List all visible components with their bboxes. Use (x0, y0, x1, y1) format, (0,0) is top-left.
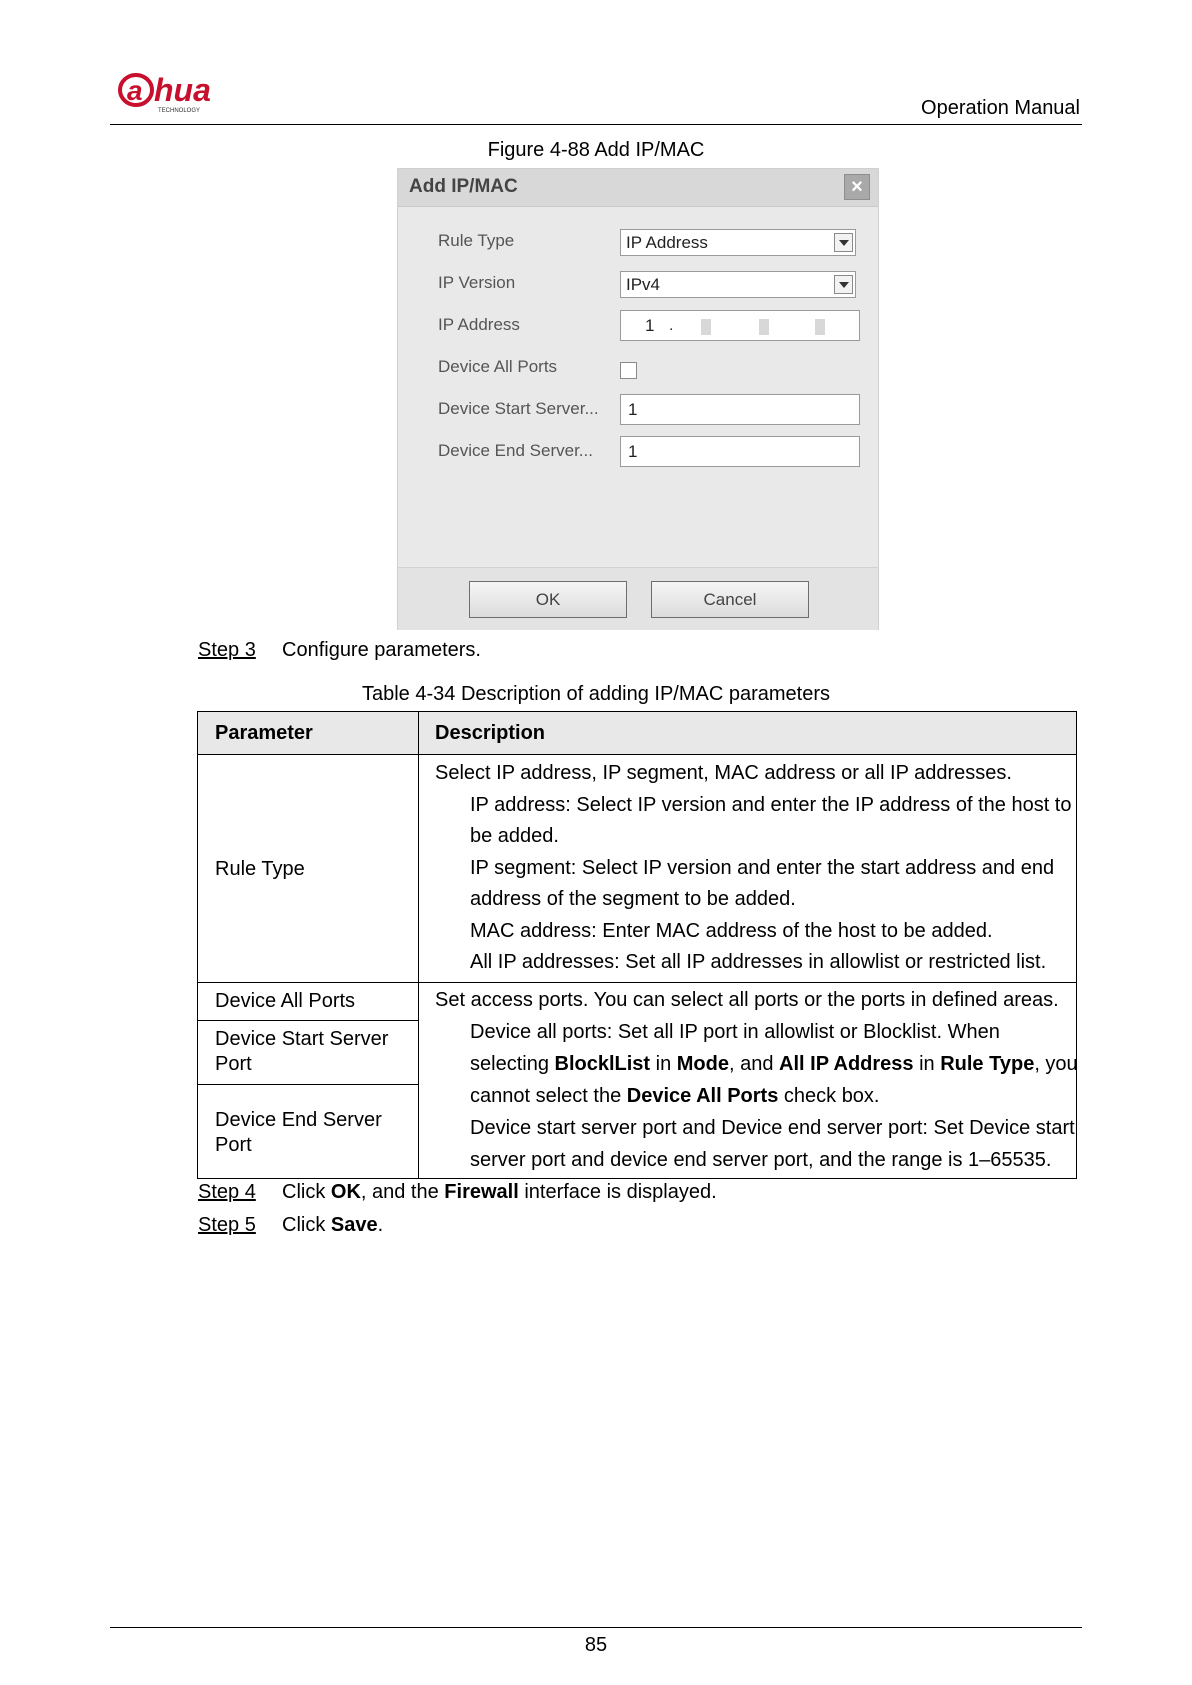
ports-desc-line: Device start server port and Device end server port: Set Device start (470, 1117, 1075, 1139)
step-4-text (282, 1181, 717, 1204)
ports-desc-line: server port and device end server port, and the range is 1–65535. (470, 1149, 1052, 1171)
step-3-text: Configure parameters. (282, 639, 481, 661)
ports-text: in (913, 1053, 941, 1075)
header-divider (110, 124, 1082, 125)
ports-bold: Rule Type (940, 1053, 1035, 1075)
ports-bold: Device All Ports (626, 1085, 779, 1107)
rule-type-label: Rule Type (438, 231, 515, 250)
ports-text: , and (728, 1053, 780, 1075)
ip-first-octet: 1 (645, 316, 655, 335)
param-device-start-port-line2: Port (215, 1053, 252, 1075)
brand-logo (118, 70, 258, 120)
header-parameter: Parameter (215, 722, 313, 744)
start-port-input[interactable] (620, 394, 860, 425)
dialog-title-bar (398, 169, 878, 207)
ip-separator: . (669, 317, 674, 334)
ip-version-select[interactable] (620, 271, 856, 298)
step-4-part: Click (282, 1181, 331, 1203)
ip-version-label: IP Version (438, 273, 516, 292)
table-header-row (198, 712, 1076, 755)
rule-type-desc-line: All IP addresses: Set all IP addresses in allowlist or restricted list. (470, 951, 1047, 973)
svg-text:hua: hua (154, 72, 211, 108)
all-ports-checkbox[interactable] (620, 362, 637, 379)
svg-text:TECHNOLOGY: TECHNOLOGY (158, 108, 201, 114)
column-divider (418, 712, 419, 1178)
header-description: Description (435, 722, 546, 744)
rule-type-desc-line: IP address: Select IP version and enter the IP address of the host to (470, 794, 1072, 816)
rule-type-select[interactable] (620, 229, 856, 256)
step-4-part: interface is displayed. (518, 1181, 717, 1203)
rule-type-value: IP Address (626, 233, 708, 252)
svg-text:a: a (127, 75, 143, 106)
chevron-down-icon[interactable] (834, 275, 853, 294)
start-port-value: 1 (628, 400, 638, 419)
step-4-number: Step 4 (198, 1181, 256, 1203)
brand-logo-mark (118, 70, 258, 120)
param-device-start-port-line1: Device Start Server (215, 1028, 389, 1050)
footer-divider (110, 1627, 1082, 1628)
param-rule-type: Rule Type (215, 858, 305, 880)
step-5-part: Click (282, 1214, 331, 1236)
rule-type-desc-line: address of the segment to be added. (470, 888, 796, 910)
row-divider (198, 982, 1076, 983)
param-device-end-port-line2: Port (215, 1134, 252, 1156)
parameters-table (197, 711, 1077, 1179)
ok-button[interactable]: OK (469, 581, 627, 618)
ports-desc-line: Set access ports. You can select all ports or the ports in defined areas. (435, 989, 1059, 1011)
ports-bold: All IP Address (779, 1053, 914, 1075)
ip-octet-redacted (701, 319, 711, 335)
param-device-all-ports: Device All Ports (215, 990, 356, 1012)
rule-type-desc-line: IP segment: Select IP version and enter the start address and end (470, 857, 1055, 879)
step-5-part: . (377, 1214, 384, 1236)
ip-octet-redacted (759, 319, 769, 335)
step-5-number: Step 5 (198, 1214, 256, 1236)
ports-text: , you (1034, 1053, 1078, 1075)
end-port-value: 1 (628, 442, 638, 461)
add-ip-mac-dialog (397, 168, 879, 630)
row-divider (198, 1020, 418, 1021)
ip-octet-redacted (815, 319, 825, 335)
step-5-bold: Save (330, 1214, 378, 1236)
ip-address-input[interactable] (620, 310, 860, 341)
rule-type-desc-line: MAC address: Enter MAC address of the host to be added. (470, 920, 993, 942)
ip-address-label: IP Address (438, 315, 520, 334)
rule-type-desc-line: be added. (470, 825, 559, 847)
ports-text: selecting (470, 1053, 555, 1075)
ports-desc-line (470, 1053, 1078, 1076)
ports-text: in (650, 1053, 677, 1075)
page-number: 85 (584, 1634, 608, 1656)
step-5-text (282, 1214, 383, 1237)
ports-bold: Mode (676, 1053, 729, 1075)
ports-desc-line (470, 1085, 880, 1108)
cancel-button[interactable]: Cancel (651, 581, 809, 618)
start-port-label: Device Start Server... (438, 399, 599, 418)
param-device-end-port-line1: Device End Server (215, 1109, 382, 1131)
ports-desc-line: Device all ports: Set all IP port in allowlist or Blocklist. When (470, 1021, 1000, 1043)
chevron-down-icon[interactable] (834, 233, 853, 252)
end-port-label: Device End Server... (438, 441, 593, 460)
ports-text: check box. (778, 1085, 880, 1107)
manual-label: Operation Manual (921, 97, 1080, 119)
ports-bold: BlocklList (554, 1053, 651, 1075)
step-3-number: Step 3 (198, 639, 256, 661)
close-icon[interactable]: × (844, 174, 870, 200)
step-4-bold: OK (330, 1181, 361, 1203)
end-port-input[interactable] (620, 436, 860, 467)
table-caption: Table 4-34 Description of adding IP/MAC parameters (361, 683, 830, 705)
ip-version-value: IPv4 (626, 275, 661, 294)
row-divider (198, 1084, 418, 1085)
figure-caption: Figure 4-88 Add IP/MAC (487, 139, 705, 161)
step-4-part: , and the (360, 1181, 445, 1203)
dialog-title: Add IP/MAC (409, 176, 518, 197)
all-ports-label: Device All Ports (438, 357, 558, 376)
ports-text: cannot select the (470, 1085, 627, 1107)
step-4-bold: Firewall (444, 1181, 519, 1203)
rule-type-desc-line: Select IP address, IP segment, MAC address or all IP addresses. (435, 762, 1012, 784)
